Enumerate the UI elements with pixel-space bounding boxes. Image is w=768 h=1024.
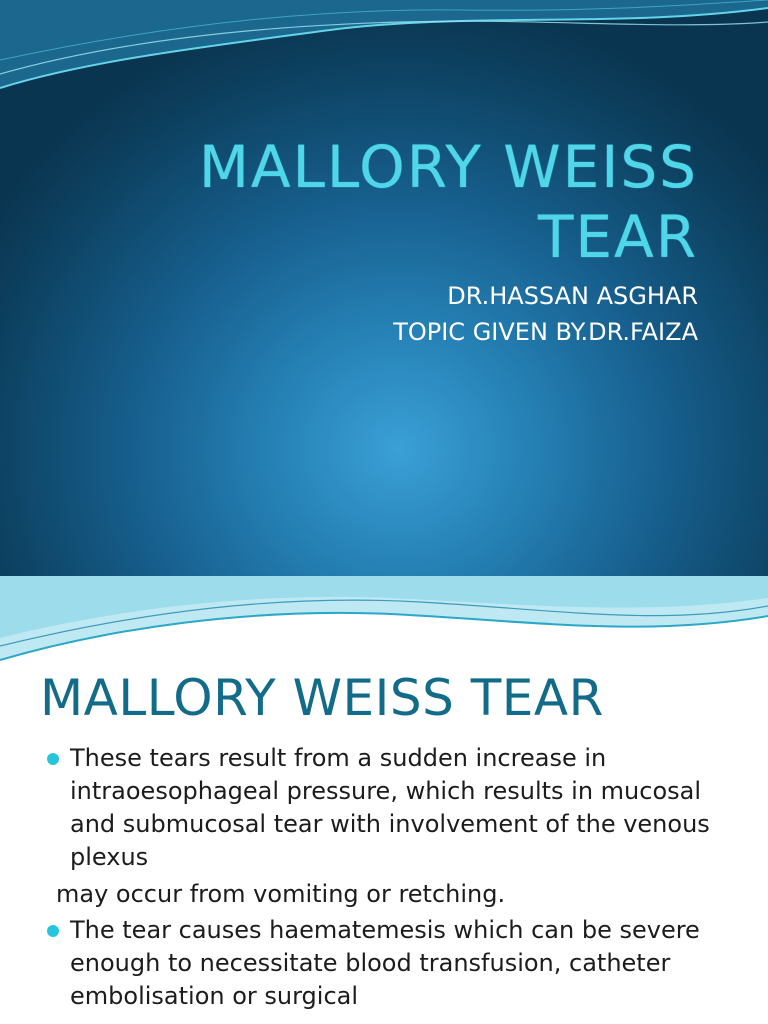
topic-line: TOPIC GIVEN BY.DR.FAIZA <box>393 318 698 346</box>
slide-subtitle <box>198 278 698 350</box>
slide-heading: MALLORY WEISS TEAR <box>40 669 604 727</box>
slide-title <box>58 132 698 272</box>
slide-title-line: TEAR <box>537 203 698 271</box>
slide-body <box>44 742 744 1013</box>
bullet-text: The tear causes haematemesis which can be severe enough to necessitate blood transfusion, catheter embolisation or surgical <box>70 916 700 1010</box>
author-line: DR.HASSAN ASGHAR <box>447 282 698 310</box>
bullet-item <box>44 742 744 874</box>
slide-title-line: MALLORY WEISS <box>198 133 698 201</box>
wave-decoration <box>0 0 768 110</box>
body-text: may occur from vomiting or retching. <box>56 880 506 908</box>
content-slide <box>0 576 768 1024</box>
bullet-text: These tears result from a sudden increase in intraoesophageal pressure, which results in mucosal and submucosal tear with involvement of the venous plexus <box>70 744 710 871</box>
bullet-item <box>44 914 744 1013</box>
bullet-dot-icon <box>47 925 59 937</box>
wave-decoration <box>0 576 768 668</box>
bullet-dot-icon <box>47 753 59 765</box>
